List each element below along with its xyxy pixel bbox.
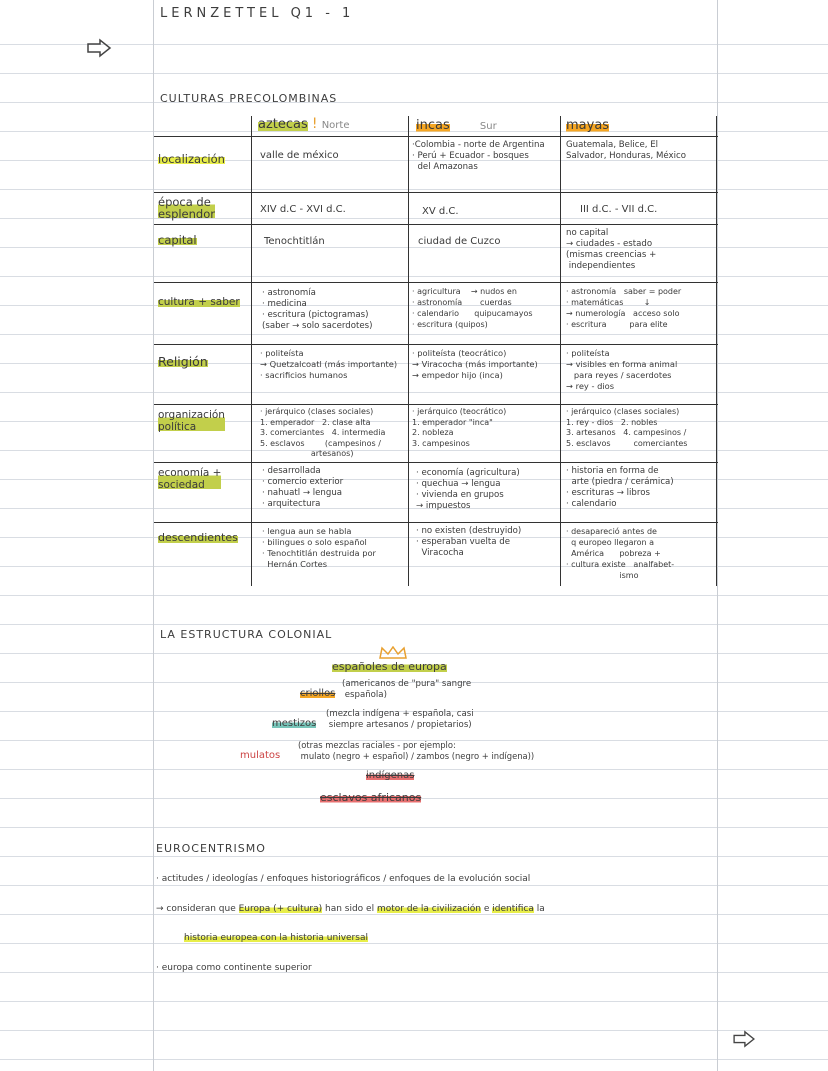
economia-aztecas: · desarrollada · comercio exterior · nahuatl → lengua · arquitectura [262, 466, 344, 509]
capital-incas: ciudad de Cuzco [418, 236, 501, 247]
esclavos-label: esclavos africanos [320, 791, 422, 804]
economia-incas: · economía (agricultura) · quechua → lengua · vivienda en grupos → impuestos [416, 468, 520, 511]
arrow-right-icon [732, 1030, 756, 1048]
organizacion-incas: · jerárquico (teocrático) 1. emperador "inca" 2. nobleza 3. campesinos [412, 407, 507, 448]
colonial-heading: LA ESTRUCTURA COLONIAL [160, 628, 333, 641]
cultura-mayas: · astronomía saber = poder · matemáticas ↓ → numerología acceso solo · escritura para elite [566, 287, 682, 329]
organizacion-aztecas: · jerárquico (clases sociales) 1. emperador 2. clase alta 3. comerciantes 4. intermedia 5. esclavos (campesinos / artesanos) [260, 407, 386, 458]
row-label-localizacion: localización [158, 152, 225, 166]
euro-line2: → consideran que Europa (+ cultura) han sido el motor de la civilización e identifica la [156, 904, 545, 914]
capital-mayas: no capital → ciudades - estado (mismas creencias + independientes [566, 228, 657, 271]
localizacion-aztecas: valle de méxico [260, 150, 339, 161]
col-aztecas-note: Norte [321, 120, 350, 131]
row-label-cultura: cultura + saber [158, 296, 240, 308]
row-label-organizacion: organización política [158, 409, 225, 433]
col-incas: incas Sur [416, 118, 497, 133]
row-label-descendientes: descendientes [158, 531, 238, 544]
culturas-table [154, 116, 718, 586]
euro-line4: · europa como continente superior [156, 963, 312, 973]
economia-mayas: · historia en forma de arte (piedra / cerámica) · escrituras → libros · calendario [566, 466, 674, 509]
religion-aztecas: · politeísta → Quetzalcoatl (más importante) · sacrificios humanos [260, 348, 398, 380]
euro-line1: · actitudes / ideologías / enfoques historiográficos / enfoques de la evolución social [156, 874, 531, 884]
epoca-incas: XV d.C. [422, 206, 459, 217]
euro-line3: historia europea con la historia universal [184, 933, 368, 943]
euro-heading: EUROCENTRISMO [156, 842, 266, 855]
arrow-right-icon [86, 38, 112, 58]
col-mayas: mayas [566, 118, 610, 133]
row-label-epoca: época de esplendor [158, 195, 215, 221]
col-aztecas: aztecas ! Norte [258, 116, 350, 132]
mestizos-desc: (mezcla indígena + española, casi siempre artesanos / propietarios) [326, 709, 474, 730]
mulatos-label: mulatos [240, 750, 281, 761]
indigenas-label: indígenas [366, 770, 415, 781]
organizacion-mayas: · jerárquico (clases sociales) 1. rey - dios 2. nobles 3. artesanos 4. campesinos / 5. esclavos comerciantes [566, 407, 688, 448]
localizacion-mayas: Guatemala, Belice, El Salvador, Honduras, México [566, 140, 686, 161]
cultura-incas: · agricultura → nudos en · astronomía cuerdas · calendario quipucamayos · escritura (quipos) [412, 287, 533, 329]
espanoles-label: españoles de europa [332, 660, 447, 673]
epoca-aztecas: XIV d.C - XVI d.C. [260, 204, 346, 215]
crown-icon [378, 646, 408, 660]
page-title: LERNZETTEL Q1 - 1 [160, 6, 355, 21]
mestizos-label: mestizos [272, 718, 317, 729]
descendientes-mayas: · desapareció antes de q europeo llegaron a América pobreza + · cultura existe analfabet- ismo [566, 527, 675, 580]
col-incas-note: Sur [479, 121, 497, 132]
row-label-capital: capital [158, 233, 197, 247]
descendientes-incas: · no existen (destruyido) · esperaban vuelta de Viracocha [416, 526, 522, 558]
row-label-religion: Religión [158, 354, 208, 369]
row-label-economia: economía + sociedad [158, 467, 222, 491]
religion-incas: · politeísta (teocrático) → Viracocha (más importante) → empedor hijo (inca) [412, 348, 538, 380]
capital-aztecas: Tenochtitlán [264, 236, 325, 247]
criollos-desc: (americanos de "pura" sangre española) [342, 679, 472, 700]
culturas-heading: CULTURAS PRECOLOMBINAS [160, 92, 338, 105]
religion-mayas: · politeísta → visibles en forma animal para reyes / sacerdotes → rey - dios [566, 348, 678, 391]
criollos-label: criollos [300, 688, 336, 699]
cultura-aztecas: · astronomía · medicina · escritura (pictogramas) (saber → solo sacerdotes) [262, 288, 373, 331]
epoca-mayas: III d.C. - VII d.C. [580, 204, 658, 215]
localizacion-incas: ·Colombia - norte de Argentina · Perú + Ecuador - bosques del Amazonas [412, 140, 545, 172]
mulatos-desc: (otras mezclas raciales - por ejemplo: mulato (negro + español) / zambos (negro + indígena)) [298, 740, 535, 761]
descendientes-aztecas: · lengua aun se habla · bilingues o solo español · Tenochtitlán destruida por Hernán Cortes [262, 526, 376, 569]
exclamation-mark: ! [311, 116, 318, 132]
